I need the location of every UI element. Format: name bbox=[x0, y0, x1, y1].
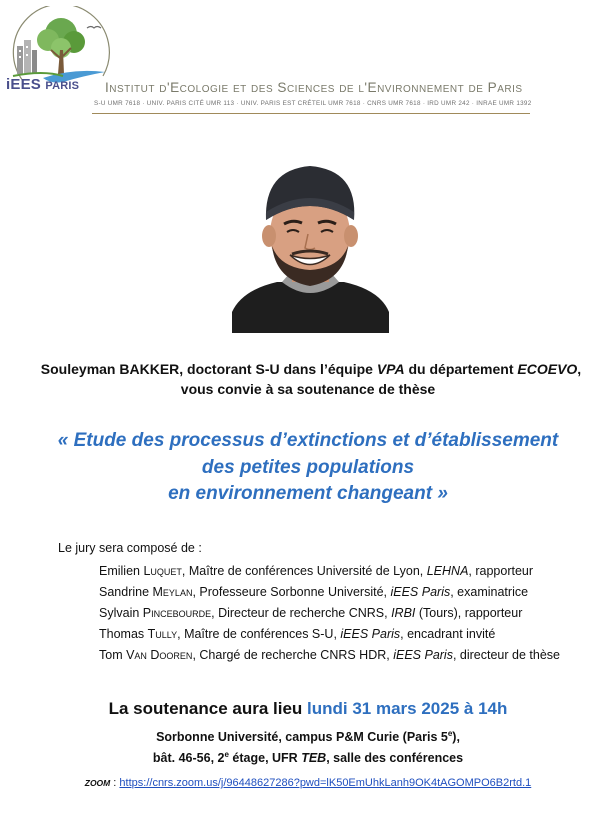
thesis-title-line-2: des petites populations bbox=[201, 456, 415, 478]
header-divider bbox=[92, 113, 530, 114]
zoom-line bbox=[0, 777, 616, 789]
zoom-separator: : bbox=[110, 777, 120, 789]
member-first-name: Sandrine bbox=[99, 584, 153, 599]
invitation-line-1 bbox=[0, 359, 616, 379]
thesis-title bbox=[0, 428, 616, 508]
member-role: , Professeure Sorbonne Université, bbox=[192, 584, 391, 599]
thesis-title-line-1: « Etude des processus d’extinctions et d’établissement bbox=[57, 430, 559, 451]
intro-text: , bbox=[577, 361, 582, 377]
jury-list bbox=[99, 561, 560, 666]
defense-venue bbox=[0, 725, 616, 767]
venue-line-1 bbox=[0, 725, 616, 746]
member-last-name: Luquet bbox=[143, 564, 182, 578]
member-lab: iEES Paris bbox=[340, 626, 401, 641]
member-role: , Maître de conférences Université de Lyon, bbox=[181, 564, 427, 578]
member-role: , Maître de conférences S-U, bbox=[177, 626, 341, 641]
venue-ufr: TEB bbox=[301, 751, 327, 766]
venue-line-2 bbox=[0, 746, 616, 767]
member-first-name: Thomas bbox=[99, 626, 148, 641]
venue-text: , salle des conférences bbox=[326, 751, 464, 766]
member-first-name: Emilien bbox=[99, 564, 144, 578]
member-function: , directeur de thèse bbox=[452, 647, 560, 662]
venue-text: étage, UFR bbox=[228, 751, 302, 766]
member-lab: IRBI bbox=[391, 605, 416, 620]
invitation-text bbox=[0, 359, 616, 399]
logo-wordmark bbox=[6, 76, 79, 93]
team-name: VPA bbox=[376, 361, 405, 377]
member-last-name: Tully bbox=[147, 626, 178, 641]
portrait-image bbox=[232, 162, 389, 333]
zoom-label: ZOOM bbox=[84, 778, 111, 788]
institute-title: Institut d'Ecologie et des Sciences de l'Environnement de Paris bbox=[105, 80, 523, 95]
institute-affiliations: S-U UMR 7618 · UNIV. PARIS CITÉ UMR 113 · UNIV. PARIS EST CRÉTEIL UMR 7618 · CNRS UMR 7618 · IRD UMR 242 · INRAE UMR 1392 bbox=[94, 100, 532, 107]
defense-announcement bbox=[0, 699, 616, 719]
member-function: , examinatrice bbox=[450, 584, 529, 599]
logo-city: PARIS bbox=[45, 80, 80, 92]
department-name: ECOEVO bbox=[517, 361, 578, 377]
logo-name: iEES bbox=[6, 76, 41, 93]
member-function: (Tours), rapporteur bbox=[415, 605, 523, 620]
member-role: , Chargé de recherche CNRS HDR, bbox=[192, 647, 394, 662]
venue-text: ), bbox=[452, 730, 460, 745]
jury-member bbox=[99, 603, 560, 624]
jury-member bbox=[99, 561, 560, 582]
member-lab: iEES Paris bbox=[390, 584, 451, 599]
defense-prefix: La soutenance aura lieu bbox=[108, 699, 308, 718]
jury-member bbox=[99, 582, 560, 603]
thesis-title-line-3: en environnement changeant » bbox=[168, 483, 448, 504]
zoom-link[interactable]: https://cnrs.zoom.us/j/96448627286?pwd=lK50EmUhkLanh9OK4tAGOMPO6B2rtd.1 bbox=[119, 777, 532, 789]
venue-text: Sorbonne Université, campus P&M Curie (Paris 5 bbox=[156, 730, 448, 745]
venue-text: bât. 46-56, 2 bbox=[152, 751, 225, 766]
candidate-portrait bbox=[232, 162, 389, 333]
invitation-line-2: vous convie à sa soutenance de thèse bbox=[180, 381, 436, 397]
member-role: , Directeur de recherche CNRS, bbox=[211, 605, 392, 620]
candidate-name: Souleyman BAKKER bbox=[40, 361, 180, 377]
member-lab: iEES Paris bbox=[393, 647, 453, 662]
member-first-name: Sylvain bbox=[99, 605, 143, 620]
jury-member bbox=[99, 624, 560, 645]
venue-sup: e bbox=[224, 750, 229, 760]
venue-sup: e bbox=[447, 729, 453, 738]
member-function: , encadrant invité bbox=[400, 626, 496, 641]
jury-heading: Le jury sera composé de : bbox=[58, 541, 202, 555]
intro-text: du département bbox=[404, 361, 518, 377]
defense-date: lundi 31 mars 2025 à 14h bbox=[307, 699, 508, 718]
member-lab: LEHNA bbox=[426, 564, 469, 578]
member-last-name: Pincebourde bbox=[142, 605, 212, 620]
member-last-name: Van Dooren bbox=[126, 647, 193, 662]
member-first-name: Tom bbox=[99, 647, 127, 662]
member-function: , rapporteur bbox=[468, 564, 534, 578]
member-last-name: Meylan bbox=[152, 584, 193, 599]
jury-member bbox=[99, 645, 560, 666]
intro-text: , doctorant S-U dans l’équipe bbox=[179, 361, 377, 377]
